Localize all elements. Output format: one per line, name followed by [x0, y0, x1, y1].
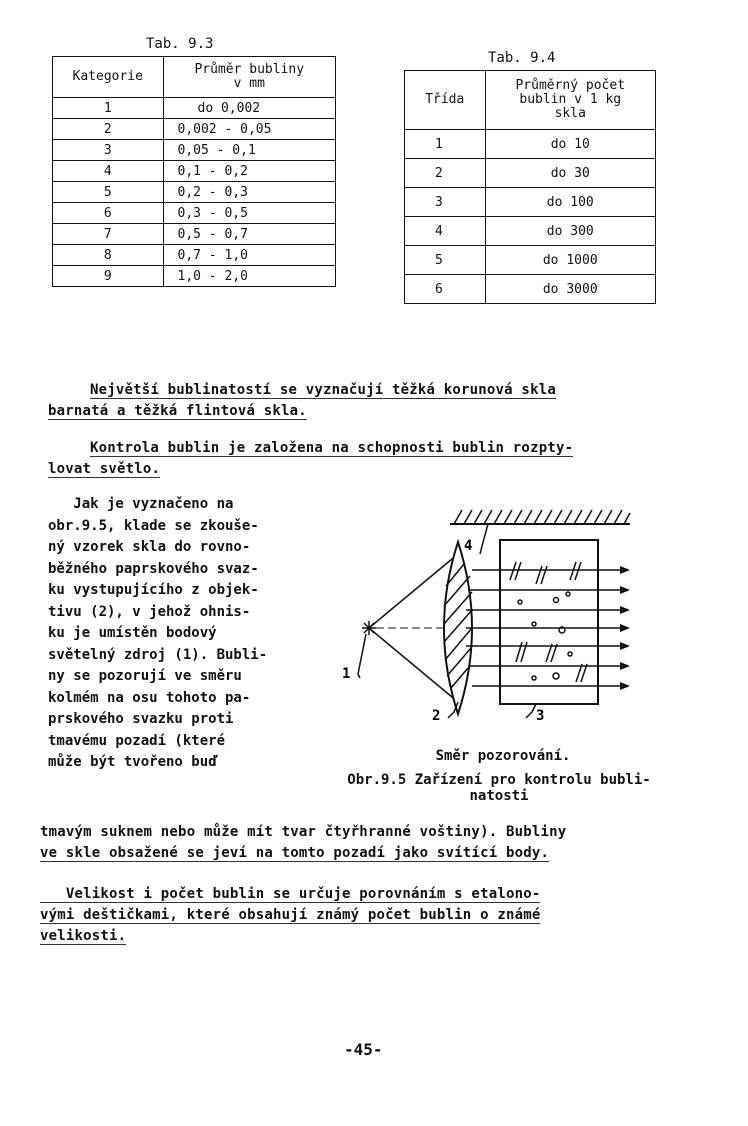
cell-class: 4	[405, 217, 486, 246]
wrap-line: tmavému pozadí (které	[48, 732, 226, 749]
table-row	[53, 203, 336, 224]
cell-class: 2	[405, 159, 486, 188]
table-header	[405, 71, 656, 130]
figure-direction-text: Směr pozorování.	[435, 748, 571, 764]
table-row	[53, 245, 336, 266]
cell-count: do 3000	[485, 275, 655, 304]
cell-range: do 0,002	[163, 98, 336, 119]
paragraph-1-line-2: barnatá a těžká flintová skla.	[48, 403, 307, 419]
header-trida: Třída	[405, 71, 486, 130]
figure-caption-line-1: Obr.9.5 Zařízení pro kontrolu bubli-	[347, 772, 651, 788]
table-row	[53, 182, 336, 203]
paragraph-4	[40, 884, 700, 947]
wrapped-text-column	[48, 494, 308, 774]
paragraph-1-line-1: Největší bublinatostí se vyznačují těžká korunová skla	[90, 382, 556, 398]
table-row	[53, 224, 336, 245]
table-row	[53, 161, 336, 182]
cell-range: 1,0 - 2,0	[163, 266, 336, 287]
cell-range: 0,3 - 0,5	[163, 203, 336, 224]
paragraph-1	[48, 380, 688, 422]
table-header	[53, 57, 336, 98]
cell-class: 5	[405, 246, 486, 275]
table-row	[53, 119, 336, 140]
table-9-4	[404, 70, 656, 304]
wrap-line: Jak je vyznačeno na	[48, 496, 234, 512]
bubbles	[510, 562, 587, 682]
paragraph-2	[48, 438, 688, 480]
cell-count: do 30	[485, 159, 655, 188]
figure-caption-line-2: natosti	[469, 788, 529, 804]
header-kategorie: Kategorie	[53, 57, 164, 98]
paragraph-4-line-1: Velikost i počet bublin se určuje porovnáním s etalono-	[40, 886, 541, 902]
cell-range: 0,7 - 1,0	[163, 245, 336, 266]
tab93-caption: Tab. 9.3	[146, 36, 214, 52]
wrap-line: může být tvořeno buď	[48, 754, 217, 770]
cell-range: 0,002 - 0,05	[163, 119, 336, 140]
cell-cat: 1	[53, 98, 164, 119]
label-1: 1	[342, 666, 351, 682]
wrap-line: tivu (2), v jehož ohnis-	[48, 603, 251, 620]
header-prumer-line2: v mm	[233, 76, 265, 91]
table-row	[405, 217, 656, 246]
wrap-line: ku vystupujícího z objek-	[48, 582, 259, 598]
header-pocet-line3: skla	[554, 106, 586, 121]
paragraph-2-line-1: Kontrola bublin je založena na schopnosti bublin rozpty-	[90, 440, 574, 456]
label-4: 4	[464, 538, 473, 554]
figure-9-5	[330, 506, 660, 738]
cell-count: do 300	[485, 217, 655, 246]
table-row	[53, 140, 336, 161]
header-prumer-line1: Průměr bubliny	[194, 62, 305, 77]
cell-class: 6	[405, 275, 486, 304]
header-prumer	[163, 57, 336, 98]
table-row	[53, 266, 336, 287]
cell-cat: 5	[53, 182, 164, 203]
paragraph-4-line-2: vými deštičkami, které obsahují známý počet bublin o známé	[40, 907, 541, 923]
header-pocet	[485, 71, 655, 130]
cell-class: 1	[405, 130, 486, 159]
tab94-caption: Tab. 9.4	[488, 50, 556, 66]
header-pocet-line1: Průměrný počet	[515, 78, 626, 93]
paragraph-3	[40, 822, 700, 864]
paragraph-3-line-1: tmavým suknem nebo může mít tvar čtyřhranné voštiny). Bubliny	[40, 824, 567, 840]
cell-cat: 2	[53, 119, 164, 140]
table-row	[405, 188, 656, 217]
cell-range: 0,2 - 0,3	[163, 182, 336, 203]
parallel-rays	[466, 570, 626, 686]
cell-count: do 1000	[485, 246, 655, 275]
paragraph-2-line-2: lovat světlo.	[48, 461, 161, 477]
cell-count: do 100	[485, 188, 655, 217]
figure-caption	[314, 772, 684, 804]
cell-count: do 10	[485, 130, 655, 159]
wrap-line: světelný zdroj (1). Bubli-	[48, 646, 268, 663]
table-row	[53, 98, 336, 119]
wrap-line: ny se pozorují ve směru	[48, 668, 242, 684]
cell-cat: 6	[53, 203, 164, 224]
wrap-line: ný vzorek skla do rovno-	[48, 539, 251, 555]
leader-4	[480, 524, 488, 554]
cell-cat: 9	[53, 266, 164, 287]
page-number: -45-	[344, 1040, 383, 1059]
cell-class: 3	[405, 188, 486, 217]
table-row	[405, 130, 656, 159]
cell-cat: 8	[53, 245, 164, 266]
label-2: 2	[432, 708, 441, 724]
ray-arrowheads	[620, 566, 630, 690]
paragraph-3-line-2: ve skle obsažené se jeví na tomto pozadí jako svítící body.	[40, 845, 550, 861]
cell-cat: 4	[53, 161, 164, 182]
leader-1	[358, 634, 366, 678]
wrap-line: ku je umístěn bodový	[48, 625, 217, 641]
table-row	[405, 159, 656, 188]
label-3: 3	[536, 708, 545, 724]
header-pocet-line2: bublin v 1 kg	[519, 92, 622, 107]
table-row	[405, 246, 656, 275]
cell-range: 0,05 - 0,1	[163, 140, 336, 161]
cell-cat: 7	[53, 224, 164, 245]
wall-hatching	[454, 510, 630, 524]
leader-3	[526, 704, 536, 718]
table-9-3	[52, 56, 336, 287]
table-row	[405, 275, 656, 304]
wrap-line: prskového svazku proti	[48, 711, 234, 727]
wrap-line: obr.9.5, klade se zkouše-	[48, 517, 259, 534]
wrap-line: kolmém na osu tohoto pa-	[48, 689, 251, 706]
wrap-line: běžného paprskového svaz-	[48, 560, 259, 577]
paragraph-4-line-3: velikosti.	[40, 928, 127, 944]
cell-range: 0,1 - 0,2	[163, 161, 336, 182]
cell-range: 0,5 - 0,7	[163, 224, 336, 245]
cell-cat: 3	[53, 140, 164, 161]
